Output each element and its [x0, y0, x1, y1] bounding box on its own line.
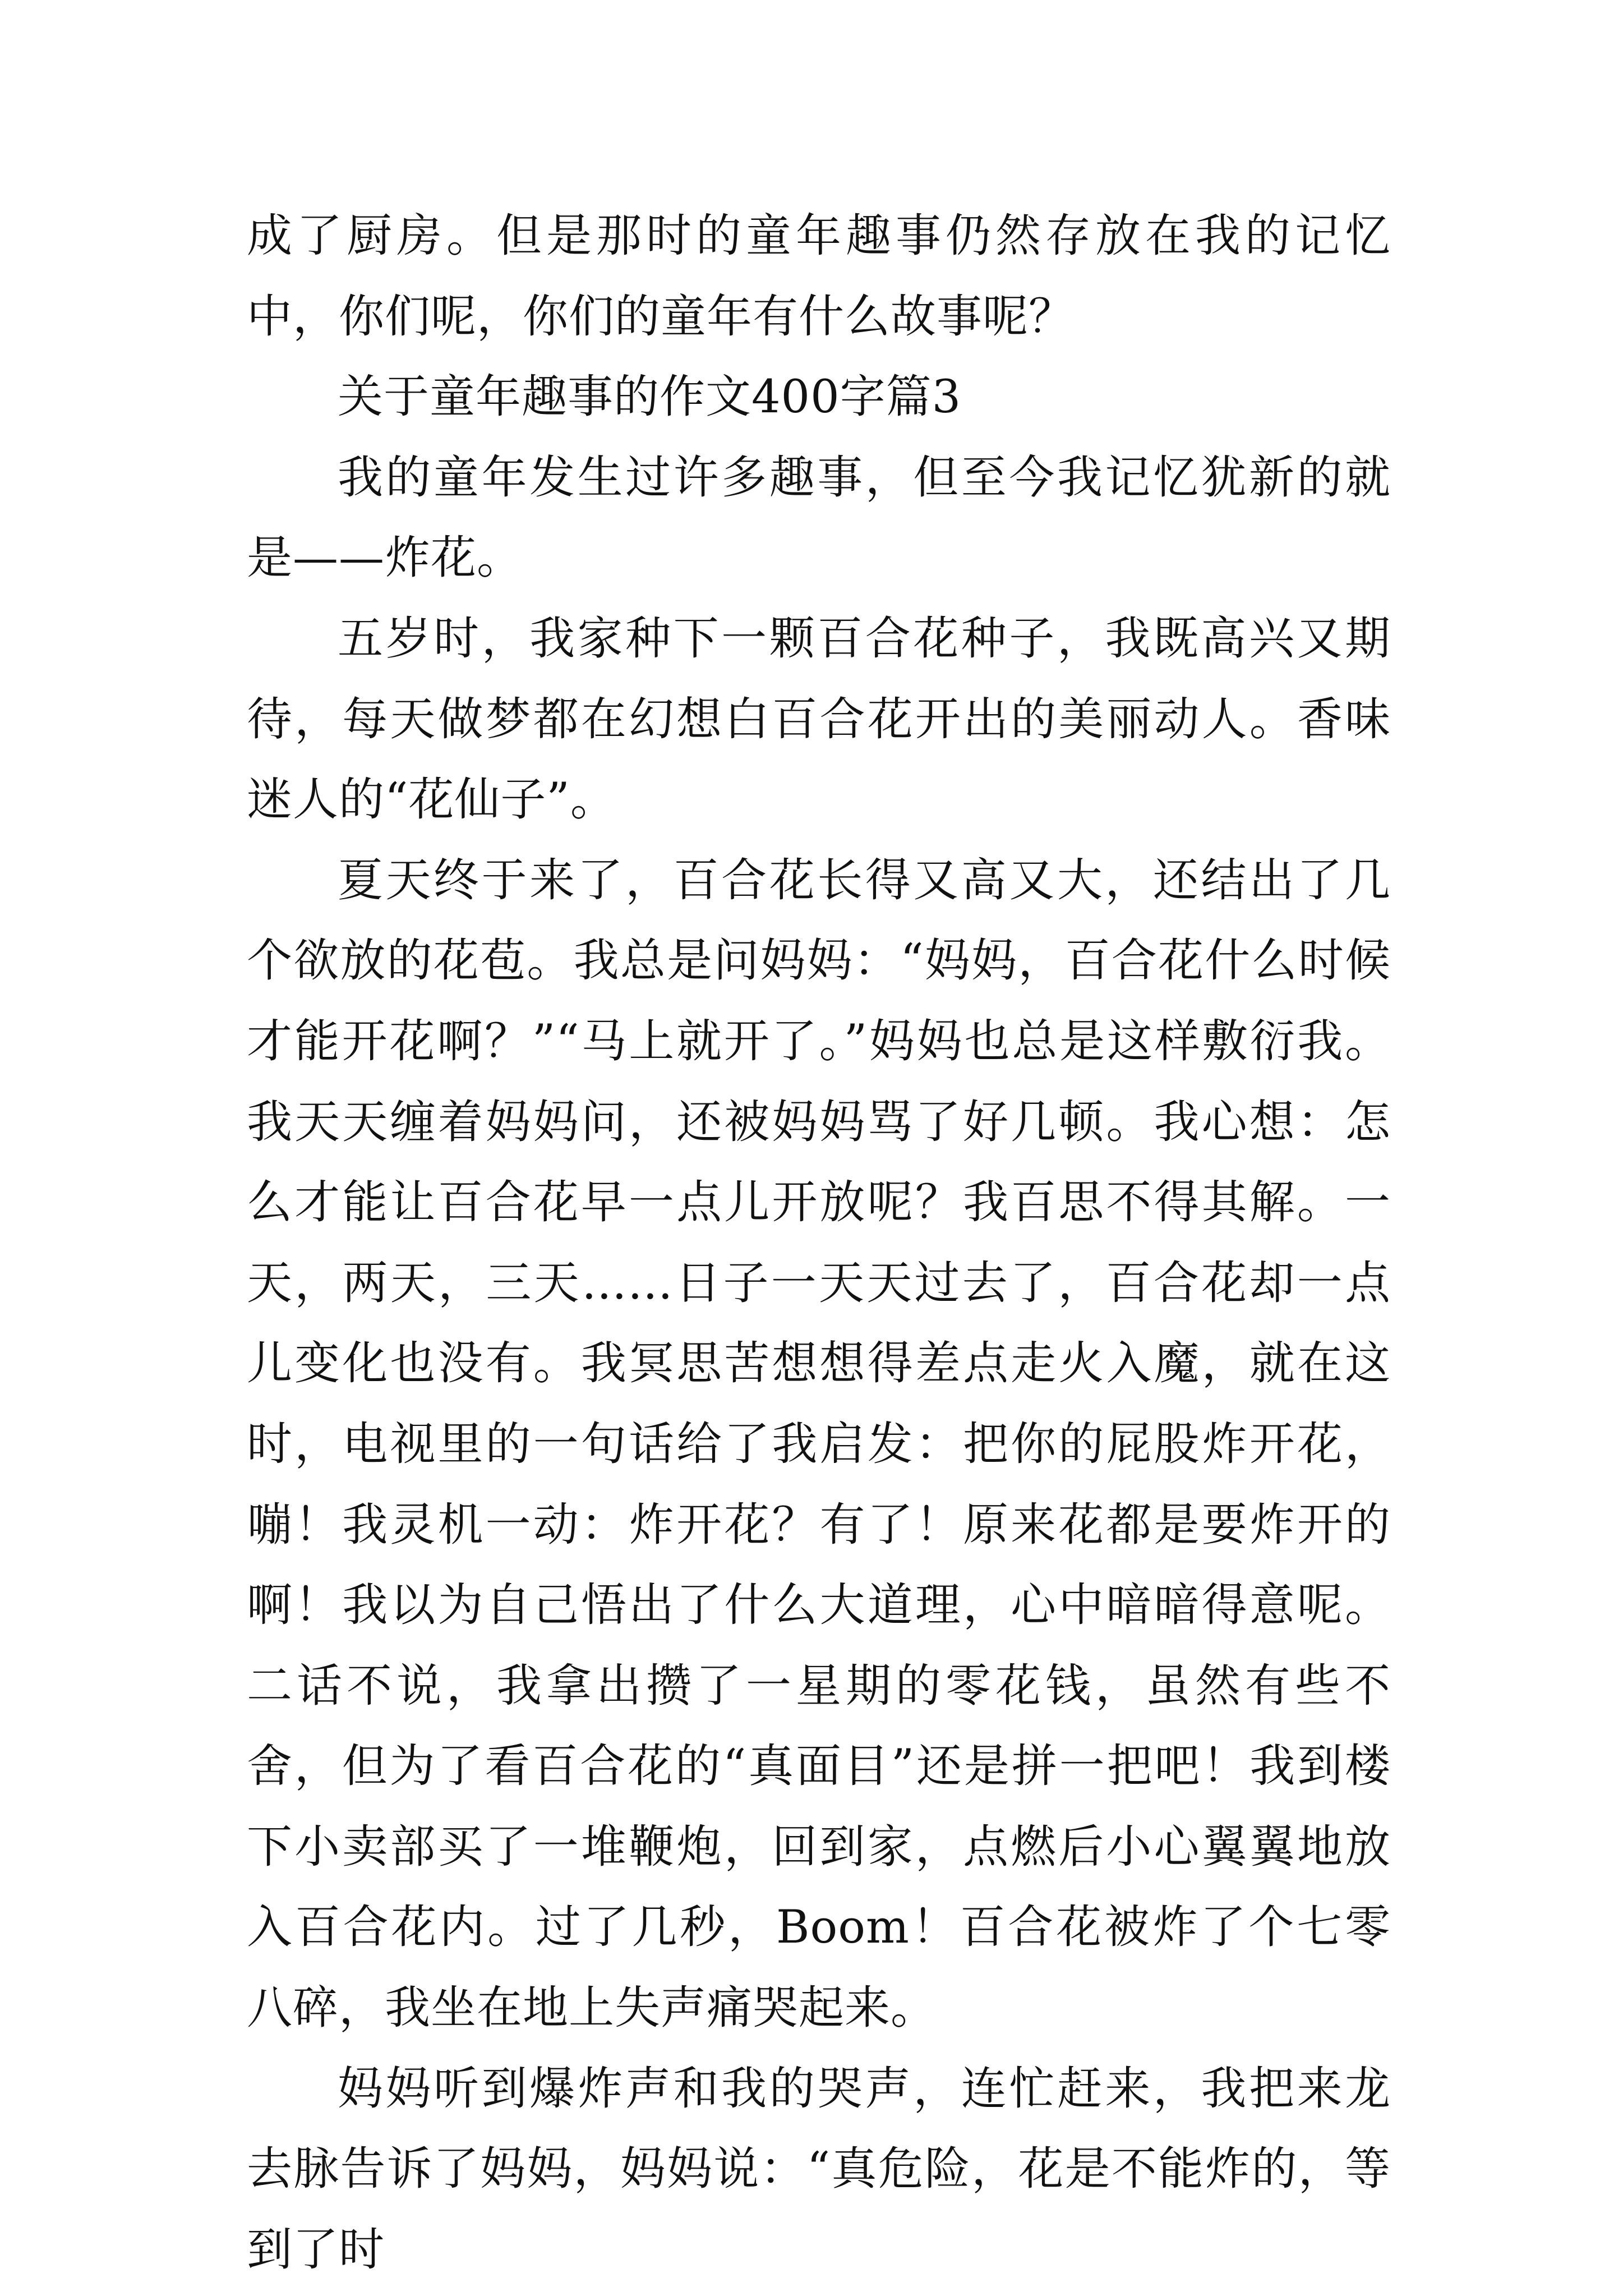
paragraph: 我的童年发生过许多趣事，但至今我记忆犹新的就是——炸花。 — [247, 451, 1391, 585]
document-body — [247, 196, 1391, 2290]
paragraph: 成了厨房。但是那时的童年趣事仍然存放在我的记忆中，你们呢，你们的童年有什么故事呢？ — [247, 210, 1391, 343]
paragraph: 夏天终于来了，百合花长得又高又大，还结出了几个欲放的花苞。我总是问妈妈：“妈妈，百合花什么时候才能开花啊？”“马上就开了。”妈妈也总是这样敷衍我。我天天缠着妈妈问，还被妈妈骂了好几顿。我心想：怎么才能让百合花早一点儿开放呢？我百思不得其解。一天，两天，三天……日子一天天过去了，百合花却一点儿变化也没有。我冥思苦想想得差点走火入魔，就在这时，电视里的一句话给了我启发：把你的屁股炸开花，嘣！我灵机一动：炸开花？有了！原来花都是要炸开的啊！我以为自己悟出了什么大道理，心中暗暗得意呢。二话不说，我拿出攒了一星期的零花钱，虽然有些不舍，但为了看百合花的“真面目”还是拼一把吧！我到楼下小卖部买了一堆鞭炮，回到家，点燃后小心翼翼地放入百合花内。过了几秒，Boom！百合花被炸了个七零八碎，我坐在地上失声痛哭起来。 — [247, 854, 1391, 2035]
section-heading: 关于童年趣事的作文400字篇3 — [338, 371, 962, 424]
paragraph: 五岁时，我家种下一颗百合花种子，我既高兴又期待，每天做梦都在幻想白百合花开出的美丽动人。香味迷人的“花仙子”。 — [247, 612, 1391, 827]
paragraph: 妈妈听到爆炸声和我的哭声，连忙赶来，我把来龙去脉告诉了妈妈，妈妈说：“真危险，花是不能炸的，等到了时 — [247, 2062, 1391, 2276]
